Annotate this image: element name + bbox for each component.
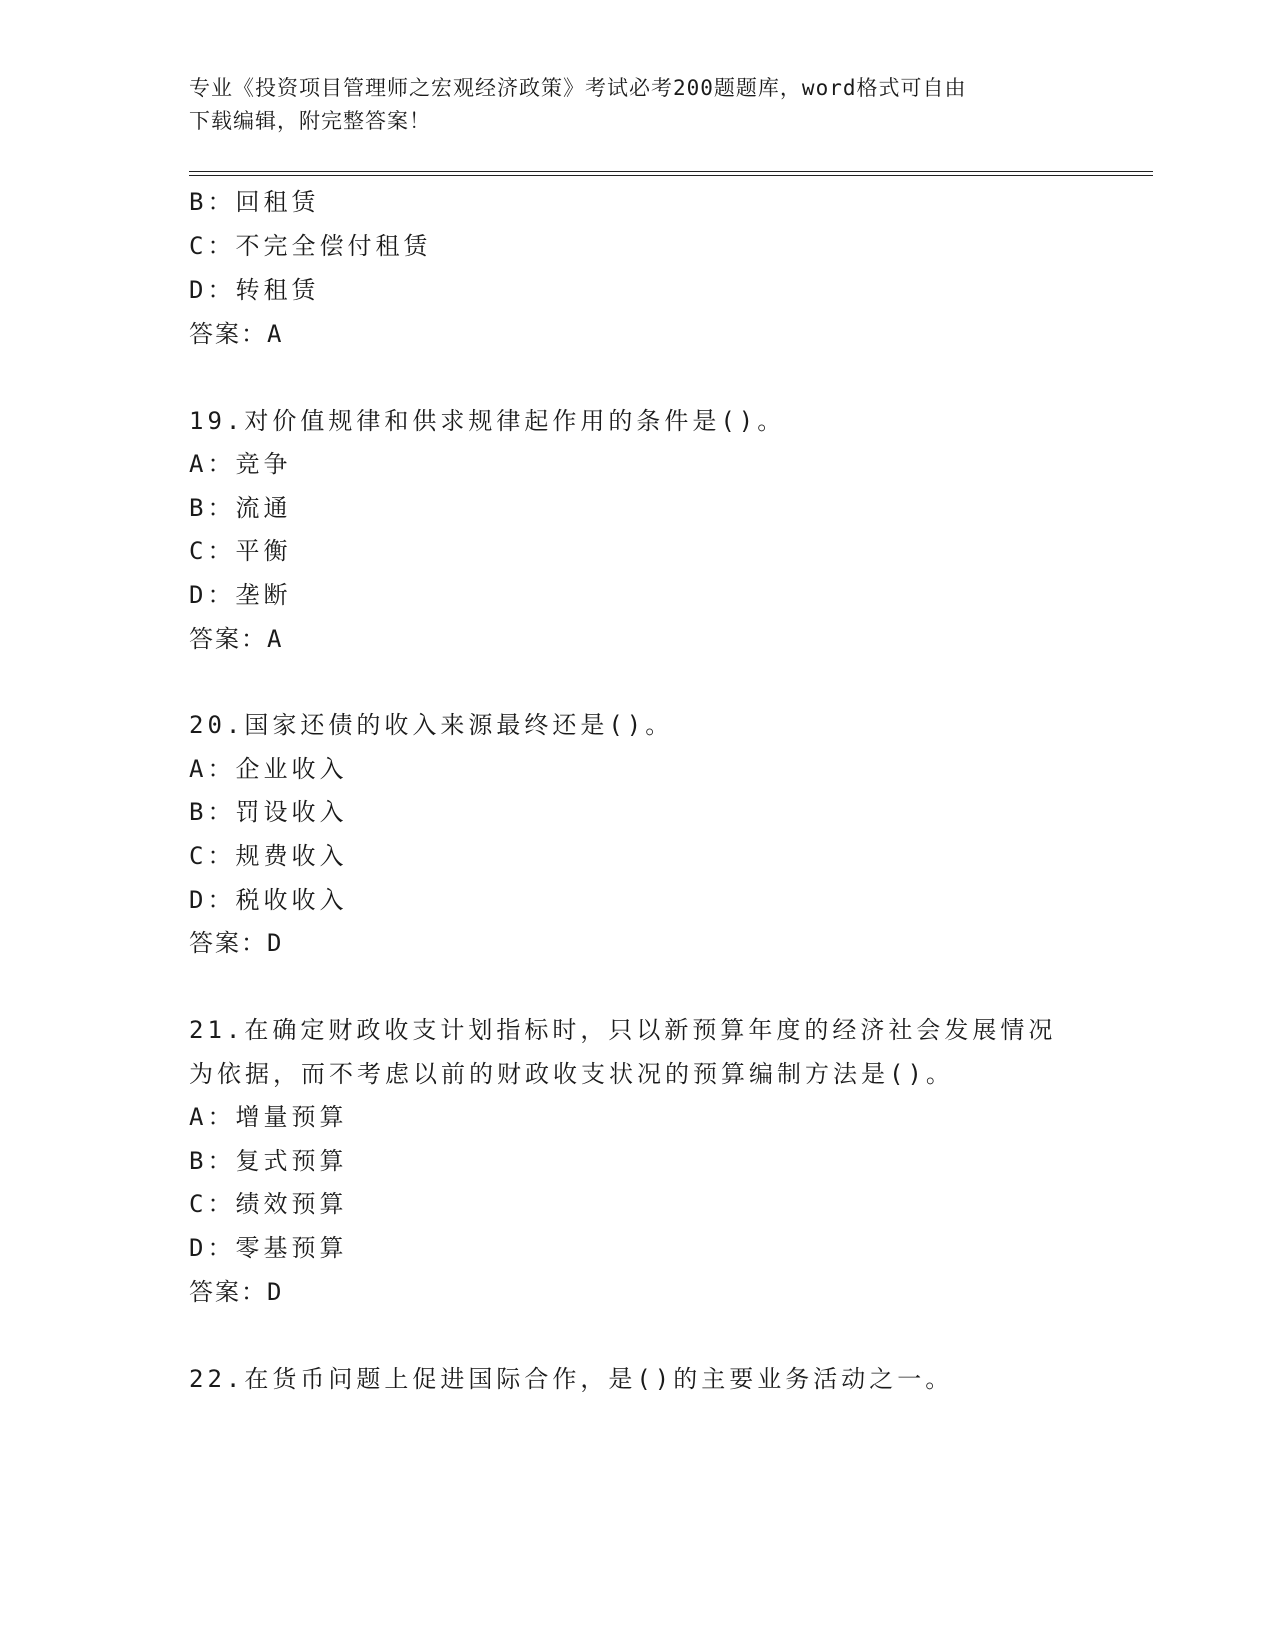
- document-header-line-2: 下载编辑，附完整答案！: [189, 109, 431, 133]
- q20-option-b: B：罚设收入: [189, 798, 348, 826]
- header-divider-bottom: [189, 175, 1153, 176]
- q19-option-c: C：平衡: [189, 537, 292, 565]
- q20-option-d: D：税收收入: [189, 886, 348, 914]
- q19-option-d: D：垄断: [189, 581, 292, 609]
- q18-answer: 答案：A: [189, 320, 284, 348]
- q21-option-b: B：复式预算: [189, 1147, 348, 1175]
- document-header-line-1: 专业《投资项目管理师之宏观经济政策》考试必考200题题库，word格式可自由: [189, 76, 967, 100]
- q21-stem-line-2: 为依据，而不考虑以前的财政收支状况的预算编制方法是()。: [189, 1060, 954, 1088]
- header-divider-top: [189, 171, 1153, 172]
- q21-option-c: C：绩效预算: [189, 1190, 348, 1218]
- q20-answer: 答案：D: [189, 929, 284, 957]
- q19-stem: 19.对价值规律和供求规律起作用的条件是()。: [189, 407, 786, 435]
- q19-option-a: A：竞争: [189, 450, 292, 478]
- q22-stem: 22.在货币问题上促进国际合作，是()的主要业务活动之一。: [189, 1365, 954, 1393]
- q21-option-a: A：增量预算: [189, 1103, 348, 1131]
- q21-stem-line-1: 21.在确定财政收支计划指标时，只以新预算年度的经济社会发展情况: [189, 1016, 1057, 1044]
- q18-option-c: C：不完全偿付租赁: [189, 232, 432, 260]
- q20-option-a: A：企业收入: [189, 755, 348, 783]
- q19-answer: 答案：A: [189, 625, 284, 653]
- q19-option-b: B：流通: [189, 494, 292, 522]
- q18-option-b: B：回租赁: [189, 188, 320, 216]
- q20-stem: 20.国家还债的收入来源最终还是()。: [189, 711, 674, 739]
- q18-option-d: D：转租赁: [189, 276, 320, 304]
- q21-option-d: D：零基预算: [189, 1234, 348, 1262]
- q21-answer: 答案：D: [189, 1278, 284, 1306]
- q20-option-c: C：规费收入: [189, 842, 348, 870]
